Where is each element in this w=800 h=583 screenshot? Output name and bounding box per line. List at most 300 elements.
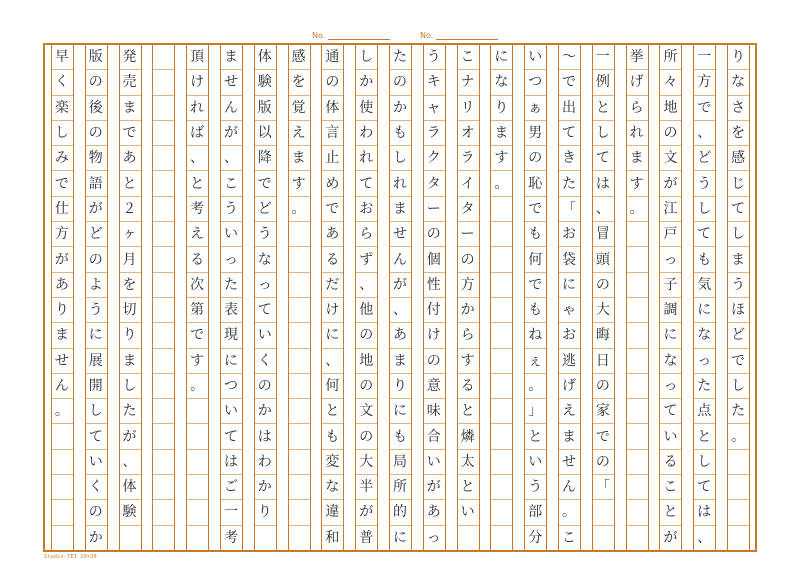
manuscript-cell: と bbox=[457, 399, 479, 424]
manuscript-cell: し bbox=[592, 121, 614, 146]
manuscript-cell: る bbox=[186, 247, 208, 272]
column-rule bbox=[254, 45, 255, 550]
manuscript-cell: れ bbox=[355, 146, 377, 171]
manuscript-cell: 体 bbox=[321, 96, 343, 121]
manuscript-cell: だ bbox=[321, 273, 343, 298]
manuscript-cell: 験 bbox=[119, 500, 141, 525]
manuscript-cell: ま bbox=[727, 247, 749, 272]
manuscript-cell: て bbox=[693, 475, 715, 500]
manuscript-cell: せ bbox=[220, 70, 242, 95]
manuscript-cell: 何 bbox=[321, 374, 343, 399]
manuscript-cell: は bbox=[693, 500, 715, 525]
manuscript-cell: に bbox=[389, 399, 411, 424]
manuscript-cell: 使 bbox=[355, 96, 377, 121]
manuscript-cell: に bbox=[659, 323, 681, 348]
manuscript-cell: お bbox=[355, 197, 377, 222]
manuscript-cell: う bbox=[727, 273, 749, 298]
manuscript-cell: ま bbox=[626, 146, 648, 171]
manuscript-cell: の bbox=[423, 222, 445, 247]
manuscript-cell: お bbox=[558, 323, 580, 348]
manuscript-cell bbox=[288, 450, 310, 475]
manuscript-column bbox=[220, 45, 242, 550]
manuscript-cell: つ bbox=[524, 70, 546, 95]
manuscript-cell: う bbox=[85, 298, 107, 323]
manuscript-column bbox=[288, 45, 310, 550]
manuscript-cell bbox=[152, 70, 174, 95]
manuscript-column bbox=[626, 45, 648, 550]
manuscript-cell: 分 bbox=[528, 529, 543, 546]
manuscript-cell bbox=[288, 349, 310, 374]
manuscript-column bbox=[592, 45, 614, 550]
manuscript-cell: 挙 bbox=[626, 45, 648, 70]
manuscript-cell: ー bbox=[457, 222, 479, 247]
manuscript-cell: ゃ bbox=[558, 298, 580, 323]
manuscript-cell: っ bbox=[659, 247, 681, 272]
manuscript-cell: っ bbox=[659, 374, 681, 399]
column-rule bbox=[377, 45, 378, 550]
column-rule bbox=[107, 45, 108, 550]
manuscript-cell bbox=[727, 526, 749, 550]
manuscript-cell: す bbox=[490, 146, 512, 171]
manuscript-cell bbox=[490, 247, 512, 272]
column-rule bbox=[288, 45, 289, 550]
manuscript-cell: ど bbox=[254, 197, 276, 222]
manuscript-cell: 〜 bbox=[558, 45, 580, 70]
manuscript-cell: に bbox=[393, 529, 407, 546]
manuscript-cell: の bbox=[524, 146, 546, 171]
manuscript-cell: の bbox=[659, 121, 681, 146]
manuscript-cell: 和 bbox=[325, 529, 340, 546]
manuscript-cell bbox=[490, 349, 512, 374]
manuscript-cell: も bbox=[321, 424, 343, 449]
manuscript-cell: も bbox=[389, 424, 411, 449]
manuscript-cell: な bbox=[490, 70, 512, 95]
column-rule bbox=[626, 45, 627, 550]
manuscript-cell bbox=[152, 323, 174, 348]
manuscript-cell: せ bbox=[51, 349, 73, 374]
manuscript-cell: 言 bbox=[321, 121, 343, 146]
manuscript-cell: 発 bbox=[119, 45, 141, 70]
manuscript-cell: ぇ bbox=[524, 349, 546, 374]
manuscript-cell: 所 bbox=[389, 475, 411, 500]
manuscript-cell: ー bbox=[423, 197, 445, 222]
manuscript-cell: ま bbox=[119, 349, 141, 374]
number-field-2 bbox=[420, 28, 498, 40]
manuscript-cell: っ bbox=[220, 247, 242, 272]
manuscript-cell bbox=[152, 424, 174, 449]
manuscript-cell: で bbox=[524, 197, 546, 222]
manuscript-column bbox=[85, 45, 107, 550]
manuscript-cell: く bbox=[254, 349, 276, 374]
manuscript-cell: が bbox=[119, 424, 141, 449]
manuscript-cell: の bbox=[355, 323, 377, 348]
manuscript-cell: リ bbox=[457, 96, 479, 121]
manuscript-cell: う bbox=[693, 171, 715, 196]
manuscript-cell: タ bbox=[457, 197, 479, 222]
manuscript-cell: 文 bbox=[355, 399, 377, 424]
manuscript-cell: 。 bbox=[524, 374, 546, 399]
manuscript-cell: と bbox=[659, 500, 681, 525]
manuscript-cell: な bbox=[321, 475, 343, 500]
manuscript-cell: て bbox=[693, 222, 715, 247]
manuscript-cell: 、 bbox=[697, 529, 712, 546]
column-rule bbox=[490, 45, 491, 550]
manuscript-cell: つ bbox=[220, 374, 242, 399]
manuscript-cell: て bbox=[220, 424, 242, 449]
manuscript-cell: の bbox=[85, 247, 107, 272]
manuscript-cell: ２ bbox=[119, 197, 141, 222]
manuscript-cell: と bbox=[457, 475, 479, 500]
manuscript-cell: 合 bbox=[423, 424, 445, 449]
manuscript-cell: ご bbox=[220, 475, 242, 500]
manuscript-cell: で bbox=[254, 171, 276, 196]
manuscript-cell: が bbox=[220, 121, 242, 146]
manuscript-cell: 他 bbox=[355, 298, 377, 323]
manuscript-cell: る bbox=[659, 450, 681, 475]
manuscript-column bbox=[254, 45, 276, 550]
manuscript-cell: り bbox=[254, 500, 276, 525]
manuscript-cell: て bbox=[727, 197, 749, 222]
footer-brand: Studio-TEI 20×20 bbox=[44, 554, 97, 560]
manuscript-cell: オ bbox=[457, 121, 479, 146]
manuscript-cell: 一 bbox=[693, 45, 715, 70]
manuscript-cell: 」 bbox=[524, 399, 546, 424]
manuscript-cell: ま bbox=[558, 424, 580, 449]
manuscript-cell: 半 bbox=[355, 475, 377, 500]
manuscript-cell bbox=[490, 273, 512, 298]
manuscript-cell bbox=[490, 374, 512, 399]
manuscript-cell bbox=[626, 374, 648, 399]
manuscript-cell: 版 bbox=[254, 96, 276, 121]
manuscript-cell: た bbox=[727, 399, 749, 424]
manuscript-cell: と bbox=[693, 424, 715, 449]
manuscript-cell: 仕 bbox=[51, 197, 73, 222]
manuscript-cell: け bbox=[186, 70, 208, 95]
manuscript-cell: の bbox=[592, 273, 614, 298]
manuscript-cell: れ bbox=[389, 171, 411, 196]
manuscript-cell: た bbox=[119, 399, 141, 424]
manuscript-cell: 。 bbox=[186, 374, 208, 399]
number-label: No. bbox=[312, 31, 326, 40]
manuscript-cell: 点 bbox=[693, 399, 715, 424]
column-rule bbox=[220, 45, 221, 550]
manuscript-cell: 、 bbox=[355, 273, 377, 298]
manuscript-cell: 。 bbox=[490, 171, 512, 196]
manuscript-cell bbox=[254, 526, 276, 550]
manuscript-grid bbox=[43, 43, 757, 552]
manuscript-cell: 、 bbox=[389, 298, 411, 323]
manuscript-cell bbox=[592, 500, 614, 525]
manuscript-cell: ャ bbox=[423, 96, 445, 121]
manuscript-cell: て bbox=[355, 171, 377, 196]
manuscript-cell: の bbox=[592, 374, 614, 399]
manuscript-cell: で bbox=[524, 273, 546, 298]
column-rule bbox=[186, 45, 187, 550]
manuscript-cell: い bbox=[457, 500, 479, 525]
manuscript-cell bbox=[490, 424, 512, 449]
manuscript-cell: 何 bbox=[524, 247, 546, 272]
manuscript-cell: 調 bbox=[659, 298, 681, 323]
manuscript-cell: て bbox=[254, 298, 276, 323]
manuscript-cell: 、 bbox=[592, 197, 614, 222]
manuscript-cell: 物 bbox=[85, 146, 107, 171]
manuscript-cell: 気 bbox=[693, 273, 715, 298]
manuscript-cell: で bbox=[558, 70, 580, 95]
manuscript-cell: と bbox=[592, 96, 614, 121]
manuscript-cell bbox=[490, 500, 512, 525]
column-rule bbox=[411, 45, 412, 550]
manuscript-cell: て bbox=[659, 399, 681, 424]
manuscript-cell: が bbox=[355, 500, 377, 525]
manuscript-cell bbox=[119, 526, 141, 550]
manuscript-cell bbox=[727, 475, 749, 500]
manuscript-cell: し bbox=[389, 146, 411, 171]
manuscript-cell: 止 bbox=[321, 146, 343, 171]
manuscript-cell: 「 bbox=[558, 197, 580, 222]
manuscript-cell bbox=[490, 298, 512, 323]
manuscript-cell: で bbox=[727, 349, 749, 374]
manuscript-cell: 大 bbox=[592, 298, 614, 323]
manuscript-cell bbox=[152, 121, 174, 146]
manuscript-cell: ま bbox=[490, 121, 512, 146]
manuscript-cell: ど bbox=[85, 222, 107, 247]
manuscript-cell: に bbox=[693, 298, 715, 323]
manuscript-cell: 表 bbox=[220, 298, 242, 323]
manuscript-cell: も bbox=[524, 298, 546, 323]
manuscript-cell: げ bbox=[558, 374, 580, 399]
manuscript-cell: キ bbox=[423, 70, 445, 95]
manuscript-cell: の bbox=[592, 450, 614, 475]
manuscript-cell: い bbox=[423, 450, 445, 475]
manuscript-cell: ど bbox=[727, 323, 749, 348]
manuscript-cell: 変 bbox=[321, 450, 343, 475]
manuscript-cell bbox=[288, 323, 310, 348]
manuscript-cell: け bbox=[321, 298, 343, 323]
manuscript-cell: 、 bbox=[119, 450, 141, 475]
manuscript-cell: 方 bbox=[693, 70, 715, 95]
column-rule bbox=[681, 45, 682, 550]
manuscript-cell: が bbox=[423, 475, 445, 500]
manuscript-cell: の bbox=[389, 70, 411, 95]
manuscript-cell: よ bbox=[85, 273, 107, 298]
manuscript-cell: 、 bbox=[693, 121, 715, 146]
manuscript-cell: ラ bbox=[423, 121, 445, 146]
manuscript-cell: 出 bbox=[558, 96, 580, 121]
manuscript-cell: 違 bbox=[321, 500, 343, 525]
manuscript-cell bbox=[186, 526, 208, 550]
manuscript-cell: で bbox=[693, 96, 715, 121]
manuscript-cell: い bbox=[220, 222, 242, 247]
manuscript-cell: け bbox=[423, 323, 445, 348]
manuscript-cell: か bbox=[355, 70, 377, 95]
column-rule bbox=[208, 45, 209, 550]
manuscript-cell: わ bbox=[254, 450, 276, 475]
manuscript-cell: さ bbox=[727, 96, 749, 121]
manuscript-cell: 江 bbox=[659, 197, 681, 222]
manuscript-cell: ば bbox=[186, 121, 208, 146]
manuscript-cell: は bbox=[220, 450, 242, 475]
manuscript-cell: あ bbox=[321, 222, 343, 247]
manuscript-cell: 例 bbox=[592, 70, 614, 95]
manuscript-cell bbox=[288, 273, 310, 298]
manuscript-cell bbox=[626, 273, 648, 298]
manuscript-cell bbox=[186, 399, 208, 424]
column-rule bbox=[141, 45, 142, 550]
column-rule bbox=[119, 45, 120, 550]
manuscript-cell: か bbox=[88, 529, 103, 546]
manuscript-cell: ら bbox=[626, 96, 648, 121]
manuscript-cell: ま bbox=[119, 96, 141, 121]
manuscript-cell: 第 bbox=[186, 298, 208, 323]
manuscript-cell: し bbox=[355, 45, 377, 70]
manuscript-cell: が bbox=[85, 197, 107, 222]
manuscript-cell: る bbox=[321, 247, 343, 272]
manuscript-cell: 意 bbox=[423, 374, 445, 399]
manuscript-cell: 考 bbox=[186, 197, 208, 222]
manuscript-cell: ラ bbox=[457, 146, 479, 171]
manuscript-cell bbox=[626, 222, 648, 247]
manuscript-column bbox=[51, 45, 73, 550]
column-rule bbox=[693, 45, 694, 550]
manuscript-cell bbox=[490, 197, 512, 222]
manuscript-cell bbox=[186, 475, 208, 500]
manuscript-cell: れ bbox=[186, 96, 208, 121]
manuscript-column bbox=[152, 45, 174, 550]
manuscript-cell: し bbox=[693, 450, 715, 475]
manuscript-cell bbox=[288, 298, 310, 323]
manuscript-cell: ず bbox=[355, 247, 377, 272]
manuscript-cell: を bbox=[288, 70, 310, 95]
manuscript-cell: 感 bbox=[288, 45, 310, 70]
manuscript-cell: 部 bbox=[524, 500, 546, 525]
manuscript-cell: げ bbox=[626, 70, 648, 95]
manuscript-cell: ク bbox=[423, 146, 445, 171]
manuscript-cell: が bbox=[51, 247, 73, 272]
manuscript-cell: に bbox=[220, 349, 242, 374]
manuscript-cell: 験 bbox=[254, 70, 276, 95]
manuscript-cell: 。 bbox=[51, 399, 73, 424]
manuscript-cell: う bbox=[423, 45, 445, 70]
column-rule bbox=[580, 45, 581, 550]
manuscript-cell bbox=[51, 500, 73, 525]
manuscript-cell: 家 bbox=[592, 399, 614, 424]
manuscript-cell: 地 bbox=[659, 96, 681, 121]
manuscript-cell: し bbox=[119, 374, 141, 399]
manuscript-cell: 日 bbox=[592, 349, 614, 374]
manuscript-cell: 袋 bbox=[558, 247, 580, 272]
manuscript-cell: 方 bbox=[457, 273, 479, 298]
manuscript-cell bbox=[152, 475, 174, 500]
manuscript-cell: か bbox=[254, 475, 276, 500]
manuscript-cell: し bbox=[51, 121, 73, 146]
manuscript-cell: じ bbox=[727, 171, 749, 196]
manuscript-cell bbox=[457, 526, 479, 550]
column-rule bbox=[749, 45, 750, 550]
manuscript-cell bbox=[152, 500, 174, 525]
manuscript-cell: え bbox=[558, 399, 580, 424]
manuscript-cell: て bbox=[558, 121, 580, 146]
manuscript-cell bbox=[626, 450, 648, 475]
manuscript-cell: り bbox=[389, 374, 411, 399]
number-blank bbox=[328, 30, 390, 40]
manuscript-cell: と bbox=[186, 171, 208, 196]
manuscript-cell: わ bbox=[355, 121, 377, 146]
manuscript-cell: な bbox=[659, 349, 681, 374]
manuscript-cell bbox=[592, 526, 614, 550]
manuscript-cell: 頭 bbox=[592, 247, 614, 272]
manuscript-cell bbox=[288, 500, 310, 525]
manuscript-cell: ん bbox=[389, 247, 411, 272]
manuscript-cell bbox=[51, 526, 73, 550]
manuscript-cell: 現 bbox=[220, 323, 242, 348]
manuscript-cell: な bbox=[727, 70, 749, 95]
manuscript-column bbox=[389, 45, 411, 550]
manuscript-cell: ま bbox=[288, 146, 310, 171]
manuscript-cell: 地 bbox=[355, 349, 377, 374]
manuscript-cell bbox=[51, 475, 73, 500]
manuscript-cell: し bbox=[85, 399, 107, 424]
manuscript-cell: ね bbox=[524, 323, 546, 348]
manuscript-cell: 一 bbox=[220, 500, 242, 525]
manuscript-column bbox=[355, 45, 377, 550]
manuscript-column bbox=[457, 45, 479, 550]
manuscript-cell: 早 bbox=[51, 45, 73, 70]
manuscript-cell: の bbox=[355, 424, 377, 449]
manuscript-cell: イ bbox=[457, 171, 479, 196]
manuscript-cell: の bbox=[355, 374, 377, 399]
manuscript-cell: め bbox=[321, 171, 343, 196]
manuscript-cell: せ bbox=[558, 450, 580, 475]
manuscript-cell: た bbox=[389, 45, 411, 70]
column-rule bbox=[479, 45, 480, 550]
column-rule bbox=[715, 45, 716, 550]
manuscript-cell: に bbox=[490, 45, 512, 70]
column-rule bbox=[457, 45, 458, 550]
manuscript-cell bbox=[626, 247, 648, 272]
manuscript-cell bbox=[288, 247, 310, 272]
manuscript-cell bbox=[152, 171, 174, 196]
manuscript-cell: い bbox=[659, 424, 681, 449]
manuscript-cell: こ bbox=[562, 529, 577, 546]
manuscript-cell: ん bbox=[558, 475, 580, 500]
manuscript-cell: え bbox=[186, 222, 208, 247]
manuscript-cell: い bbox=[524, 45, 546, 70]
manuscript-cell: お bbox=[558, 222, 580, 247]
manuscript-cell: う bbox=[524, 475, 546, 500]
manuscript-cell bbox=[626, 424, 648, 449]
column-rule bbox=[152, 45, 153, 550]
manuscript-cell: の bbox=[85, 70, 107, 95]
manuscript-cell: も bbox=[389, 121, 411, 146]
manuscript-cell bbox=[626, 349, 648, 374]
column-rule bbox=[242, 45, 243, 550]
manuscript-cell: を bbox=[727, 121, 749, 146]
manuscript-cell bbox=[51, 424, 73, 449]
column-rule bbox=[648, 45, 649, 550]
manuscript-cell: あ bbox=[119, 146, 141, 171]
manuscript-cell: い bbox=[254, 323, 276, 348]
manuscript-cell: も bbox=[524, 222, 546, 247]
manuscript-cell: ら bbox=[457, 323, 479, 348]
column-rule bbox=[321, 45, 322, 550]
manuscript-cell: た bbox=[220, 273, 242, 298]
manuscript-cell: ど bbox=[693, 146, 715, 171]
manuscript-cell bbox=[288, 399, 310, 424]
column-rule bbox=[423, 45, 424, 550]
manuscript-cell: 降 bbox=[254, 146, 276, 171]
column-rule bbox=[343, 45, 344, 550]
manuscript-cell: 大 bbox=[355, 450, 377, 475]
